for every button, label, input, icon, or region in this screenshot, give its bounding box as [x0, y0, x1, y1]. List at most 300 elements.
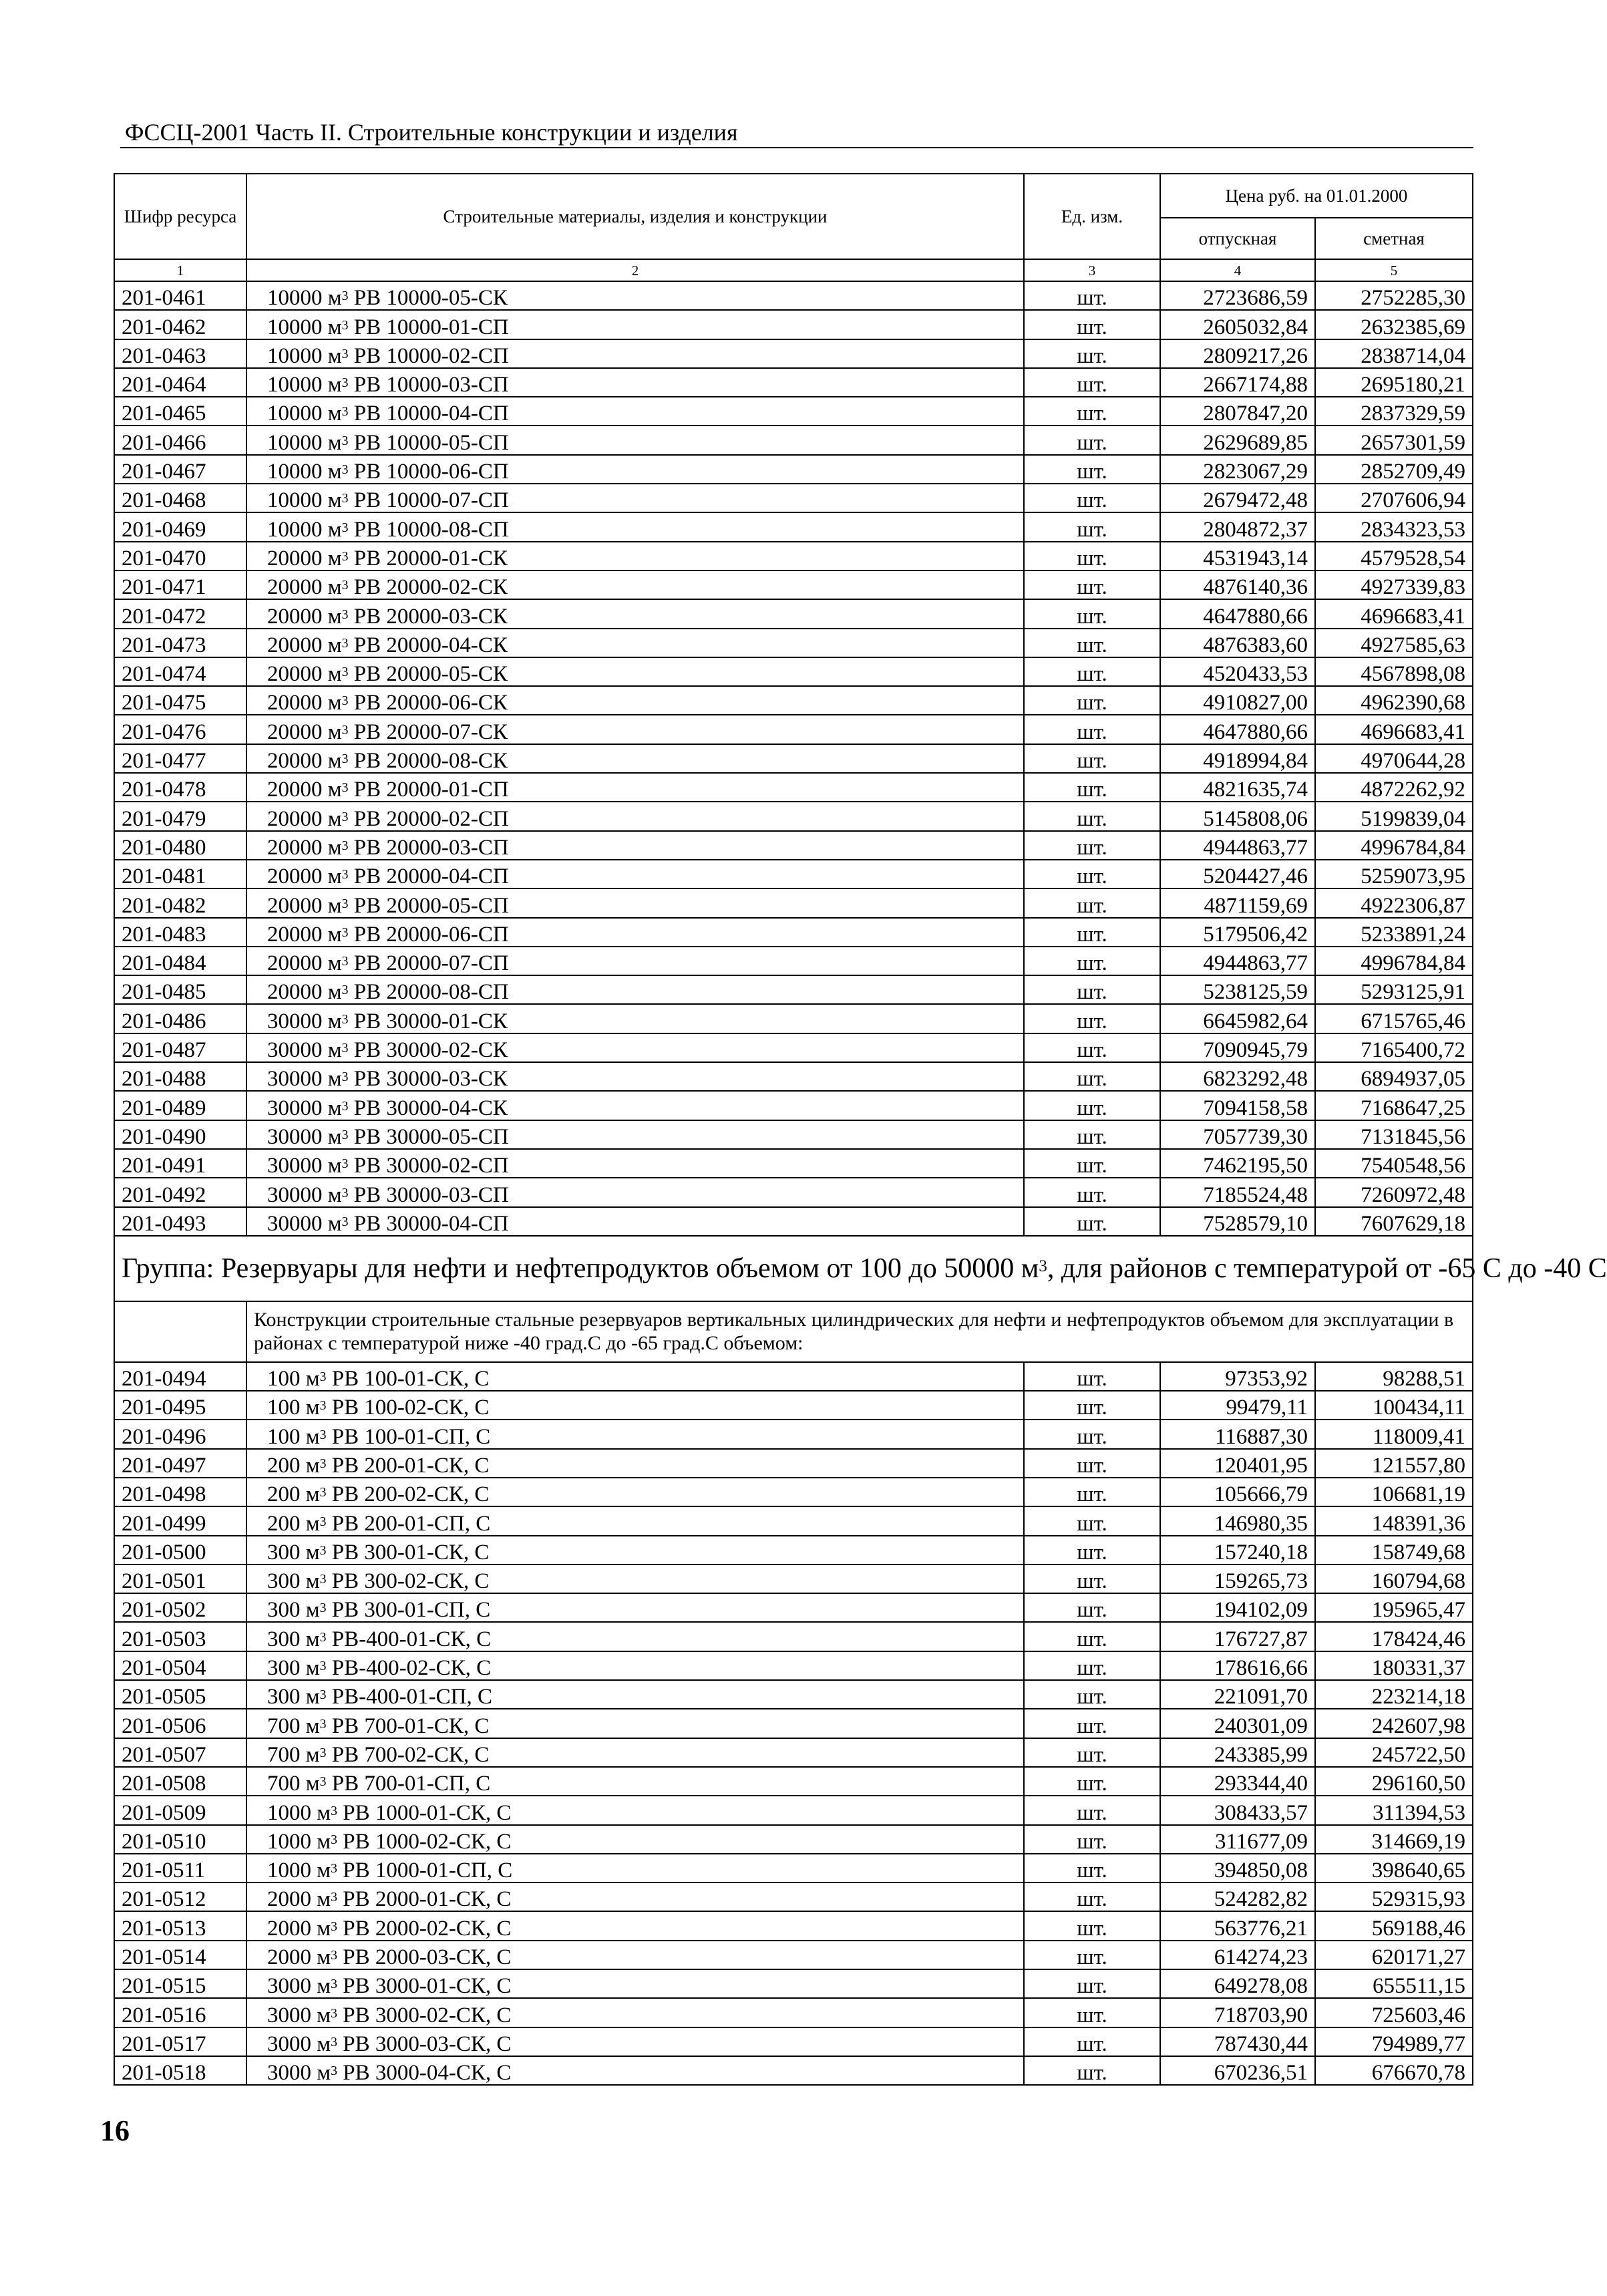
- resource-code: 201-0496: [114, 1420, 246, 1448]
- table-row: [114, 339, 1473, 368]
- table-row: [114, 1941, 1473, 1969]
- price-estimate: 794989,77: [1315, 2027, 1473, 2056]
- table-head: [114, 174, 1473, 281]
- table-row: [114, 426, 1473, 454]
- unit: шт.: [1024, 657, 1160, 686]
- item-name: 1000 $м^3$ РВ 1000-02-СК, С: [246, 1825, 1024, 1854]
- unit: шт.: [1024, 888, 1160, 917]
- table-row: [114, 1449, 1473, 1478]
- table-row: [114, 1709, 1473, 1738]
- price-estimate: 311394,53: [1315, 1796, 1473, 1824]
- table-row: [114, 542, 1473, 570]
- unit: шт.: [1024, 629, 1160, 657]
- column-number: 4: [1160, 259, 1315, 281]
- table-row: [114, 1680, 1473, 1709]
- running-head: ФССЦ-2001 Часть II. Строительные конструкции и изделия: [125, 119, 738, 146]
- item-name: 10000 $м^3$ РВ 10000-02-СП: [246, 339, 1024, 368]
- item-name: 10000 $м^3$ РВ 10000-01-СП: [246, 310, 1024, 339]
- table-row: [114, 715, 1473, 744]
- table-row: [114, 1882, 1473, 1911]
- price-release: 2723686,59: [1160, 281, 1315, 310]
- table-row: [114, 397, 1473, 426]
- unit: шт.: [1024, 1941, 1160, 1969]
- price-release: 293344,40: [1160, 1767, 1315, 1796]
- table-row: [114, 1796, 1473, 1824]
- price-release: 146980,35: [1160, 1506, 1315, 1535]
- price-estimate: 655511,15: [1315, 1969, 1473, 1998]
- price-release: 4647880,66: [1160, 715, 1315, 744]
- price-estimate: 7165400,72: [1315, 1033, 1473, 1062]
- resource-code: 201-0475: [114, 686, 246, 715]
- resource-code: 201-0503: [114, 1622, 246, 1651]
- unit: шт.: [1024, 1149, 1160, 1178]
- item-name: 700 $м^3$ РВ 700-01-СК, С: [246, 1709, 1024, 1738]
- item-name: 3000 $м^3$ РВ 3000-04-СК, С: [246, 2056, 1024, 2085]
- price-release: 4910827,00: [1160, 686, 1315, 715]
- item-name: 20000 $м^3$ РВ 20000-05-СП: [246, 888, 1024, 917]
- price-estimate: 2852709,49: [1315, 455, 1473, 484]
- item-name: 300 $м^3$ РВ-400-02-СК, С: [246, 1651, 1024, 1680]
- item-name: 30000 $м^3$ РВ 30000-02-СП: [246, 1149, 1024, 1178]
- price-estimate: 98288,51: [1315, 1362, 1473, 1391]
- resource-code: 201-0490: [114, 1120, 246, 1149]
- price-release: 240301,09: [1160, 1709, 1315, 1738]
- item-name: 30000 $м^3$ РВ 30000-02-СК: [246, 1033, 1024, 1062]
- resource-code: 201-0469: [114, 512, 246, 541]
- resource-code: 201-0516: [114, 1998, 246, 2027]
- price-estimate: 4996784,84: [1315, 947, 1473, 975]
- table-row: [114, 1738, 1473, 1767]
- item-name: 300 $м^3$ РВ 300-02-СК, С: [246, 1565, 1024, 1593]
- unit: шт.: [1024, 1207, 1160, 1236]
- table-row: [114, 570, 1473, 599]
- resource-code: 201-0470: [114, 542, 246, 570]
- price-estimate: 398640,65: [1315, 1854, 1473, 1882]
- resource-code: 201-0488: [114, 1062, 246, 1091]
- resource-code: 201-0511: [114, 1854, 246, 1882]
- item-name: 2000 $м^3$ РВ 2000-03-СК, С: [246, 1941, 1024, 1969]
- header-rule: [120, 147, 1473, 148]
- price-release: 2823067,29: [1160, 455, 1315, 484]
- table-row: [114, 744, 1473, 773]
- price-release: 4647880,66: [1160, 599, 1315, 628]
- unit: шт.: [1024, 1651, 1160, 1680]
- resource-code: 201-0502: [114, 1593, 246, 1622]
- price-estimate: 7607629,18: [1315, 1207, 1473, 1236]
- resource-code: 201-0493: [114, 1207, 246, 1236]
- unit: шт.: [1024, 1825, 1160, 1854]
- item-name: 20000 $м^3$ РВ 20000-03-СК: [246, 599, 1024, 628]
- table-row: [114, 1178, 1473, 1206]
- price-release: 7185524,48: [1160, 1178, 1315, 1206]
- table-row: [114, 281, 1473, 310]
- resource-code: 201-0500: [114, 1536, 246, 1565]
- page-number: 16: [100, 2114, 130, 2147]
- column-header-code: Шифр ресурса: [114, 174, 246, 259]
- resource-code: 201-0491: [114, 1149, 246, 1178]
- resource-code: 201-0487: [114, 1033, 246, 1062]
- column-header-price-estimate: сметная: [1315, 218, 1473, 259]
- price-estimate: 2752285,30: [1315, 281, 1473, 310]
- unit: шт.: [1024, 918, 1160, 947]
- unit: шт.: [1024, 310, 1160, 339]
- price-release: 116887,30: [1160, 1420, 1315, 1448]
- price-release: 394850,08: [1160, 1854, 1315, 1882]
- table-row: [114, 773, 1473, 802]
- item-name: 200 $м^3$ РВ 200-01-СК, С: [246, 1449, 1024, 1478]
- price-estimate: 5259073,95: [1315, 860, 1473, 888]
- table-row: [114, 1651, 1473, 1680]
- price-estimate: 5199839,04: [1315, 802, 1473, 830]
- resource-code: 201-0480: [114, 831, 246, 860]
- price-release: 6823292,48: [1160, 1062, 1315, 1091]
- unit: шт.: [1024, 455, 1160, 484]
- price-estimate: 620171,27: [1315, 1941, 1473, 1969]
- item-name: 20000 $м^3$ РВ 20000-03-СП: [246, 831, 1024, 860]
- item-name: 20000 $м^3$ РВ 20000-07-СП: [246, 947, 1024, 975]
- unit: шт.: [1024, 1120, 1160, 1149]
- price-release: 7057739,30: [1160, 1120, 1315, 1149]
- unit: шт.: [1024, 1033, 1160, 1062]
- price-release: 2807847,20: [1160, 397, 1315, 426]
- price-estimate: 2707606,94: [1315, 484, 1473, 512]
- item-name: 700 $м^3$ РВ 700-01-СП, С: [246, 1767, 1024, 1796]
- unit: шт.: [1024, 1449, 1160, 1478]
- price-release: 4918994,84: [1160, 744, 1315, 773]
- resource-code: 201-0468: [114, 484, 246, 512]
- unit: шт.: [1024, 1420, 1160, 1448]
- price-release: 4944863,77: [1160, 947, 1315, 975]
- price-release: 4531943,14: [1160, 542, 1315, 570]
- column-header-unit: Ед. изм.: [1024, 174, 1160, 259]
- item-name: 300 $м^3$ РВ-400-01-СП, С: [246, 1680, 1024, 1709]
- unit: шт.: [1024, 802, 1160, 830]
- item-name: 30000 $м^3$ РВ 30000-05-СП: [246, 1120, 1024, 1149]
- price-release: 563776,21: [1160, 1911, 1315, 1940]
- resource-code: 201-0463: [114, 339, 246, 368]
- item-name: 10000 $м^3$ РВ 10000-05-СК: [246, 281, 1024, 310]
- price-release: 2667174,88: [1160, 368, 1315, 397]
- table-row: [114, 1767, 1473, 1796]
- table-row: [114, 1536, 1473, 1565]
- price-estimate: 529315,93: [1315, 1882, 1473, 1911]
- price-estimate: 314669,19: [1315, 1825, 1473, 1854]
- unit: шт.: [1024, 1362, 1160, 1391]
- resource-code: 201-0482: [114, 888, 246, 917]
- price-release: 5145808,06: [1160, 802, 1315, 830]
- unit: шт.: [1024, 1911, 1160, 1940]
- table-row: [114, 1149, 1473, 1178]
- column-header-name: Строительные материалы, изделия и конструкции: [246, 174, 1024, 259]
- price-release: 157240,18: [1160, 1536, 1315, 1565]
- item-name: 10000 $м^3$ РВ 10000-07-СП: [246, 484, 1024, 512]
- unit: шт.: [1024, 1882, 1160, 1911]
- price-estimate: 5293125,91: [1315, 975, 1473, 1004]
- item-name: 30000 $м^3$ РВ 30000-01-СК: [246, 1004, 1024, 1033]
- price-release: 4871159,69: [1160, 888, 1315, 917]
- unit: шт.: [1024, 1565, 1160, 1593]
- unit: шт.: [1024, 773, 1160, 802]
- group-heading-row: [114, 1236, 1473, 1301]
- resource-code: 201-0499: [114, 1506, 246, 1535]
- column-number: 1: [114, 259, 246, 281]
- price-estimate: 569188,46: [1315, 1911, 1473, 1940]
- item-name: 200 $м^3$ РВ 200-01-СП, С: [246, 1506, 1024, 1535]
- resource-code: 201-0495: [114, 1391, 246, 1420]
- table-row: [114, 1593, 1473, 1622]
- item-name: 300 $м^3$ РВ 300-01-СК, С: [246, 1536, 1024, 1565]
- resource-code: 201-0509: [114, 1796, 246, 1824]
- unit: шт.: [1024, 339, 1160, 368]
- price-estimate: 2834323,53: [1315, 512, 1473, 541]
- price-release: 2804872,37: [1160, 512, 1315, 541]
- price-estimate: 2695180,21: [1315, 368, 1473, 397]
- table-body-section-2: [114, 1362, 1473, 2085]
- item-name: 1000 $м^3$ РВ 1000-01-СП, С: [246, 1854, 1024, 1882]
- unit: шт.: [1024, 1796, 1160, 1824]
- table-row: [114, 1033, 1473, 1062]
- unit: шт.: [1024, 368, 1160, 397]
- table-row: [114, 1825, 1473, 1854]
- table-row: [114, 1420, 1473, 1448]
- price-estimate: 676670,78: [1315, 2056, 1473, 2085]
- resource-code: 201-0465: [114, 397, 246, 426]
- resource-code: 201-0461: [114, 281, 246, 310]
- unit: шт.: [1024, 1091, 1160, 1120]
- column-number: 3: [1024, 259, 1160, 281]
- unit: шт.: [1024, 1506, 1160, 1535]
- price-estimate: 4962390,68: [1315, 686, 1473, 715]
- price-estimate: 7131845,56: [1315, 1120, 1473, 1149]
- price-release: 7090945,79: [1160, 1033, 1315, 1062]
- unit: шт.: [1024, 1004, 1160, 1033]
- resource-code: 201-0485: [114, 975, 246, 1004]
- price-release: 2809217,26: [1160, 339, 1315, 368]
- unit: шт.: [1024, 1680, 1160, 1709]
- item-name: 20000 $м^3$ РВ 20000-08-СК: [246, 744, 1024, 773]
- table-row: [114, 802, 1473, 830]
- price-estimate: 2632385,69: [1315, 310, 1473, 339]
- price-estimate: 4970644,28: [1315, 744, 1473, 773]
- price-estimate: 4579528,54: [1315, 542, 1473, 570]
- table-row: [114, 860, 1473, 888]
- table-row: [114, 1062, 1473, 1091]
- unit: шт.: [1024, 831, 1160, 860]
- unit: шт.: [1024, 947, 1160, 975]
- resource-code: 201-0518: [114, 2056, 246, 2085]
- price-estimate: 2657301,59: [1315, 426, 1473, 454]
- column-number: 2: [246, 259, 1024, 281]
- unit: шт.: [1024, 1709, 1160, 1738]
- item-name: 20000 $м^3$ РВ 20000-04-СП: [246, 860, 1024, 888]
- price-estimate: 7260972,48: [1315, 1178, 1473, 1206]
- resource-code: 201-0486: [114, 1004, 246, 1033]
- price-estimate: 725603,46: [1315, 1998, 1473, 2027]
- unit: шт.: [1024, 599, 1160, 628]
- price-estimate: 158749,68: [1315, 1536, 1473, 1565]
- price-estimate: 4696683,41: [1315, 715, 1473, 744]
- price-estimate: 118009,41: [1315, 1420, 1473, 1448]
- item-name: 100 $м^3$ РВ 100-02-СК, С: [246, 1391, 1024, 1420]
- price-release: 2629689,85: [1160, 426, 1315, 454]
- price-release: 4821635,74: [1160, 773, 1315, 802]
- unit: шт.: [1024, 1854, 1160, 1882]
- unit: шт.: [1024, 426, 1160, 454]
- resource-code: 201-0498: [114, 1478, 246, 1506]
- price-release: 7094158,58: [1160, 1091, 1315, 1120]
- price-release: 7462195,50: [1160, 1149, 1315, 1178]
- group-heading: Группа: Резервуары для нефти и нефтепродуктов объемом от 100 до 50000 $м^3$, для районов с температурой от -65 С до -40 С: [114, 1236, 1473, 1301]
- unit: шт.: [1024, 744, 1160, 773]
- unit: шт.: [1024, 1738, 1160, 1767]
- resource-code: 201-0481: [114, 860, 246, 888]
- price-release: 105666,79: [1160, 1478, 1315, 1506]
- price-release: 194102,09: [1160, 1593, 1315, 1622]
- price-release: 787430,44: [1160, 2027, 1315, 2056]
- price-release: 120401,95: [1160, 1449, 1315, 1478]
- price-release: 2605032,84: [1160, 310, 1315, 339]
- price-release: 4876383,60: [1160, 629, 1315, 657]
- price-release: 4876140,36: [1160, 570, 1315, 599]
- column-number: 5: [1315, 259, 1473, 281]
- table-row: [114, 1854, 1473, 1882]
- resource-code: 201-0515: [114, 1969, 246, 1998]
- table-row: [114, 888, 1473, 917]
- item-name: 20000 $м^3$ РВ 20000-08-СП: [246, 975, 1024, 1004]
- price-release: 97353,92: [1160, 1362, 1315, 1391]
- table-row: [114, 1362, 1473, 1391]
- item-name: 10000 $м^3$ РВ 10000-06-СП: [246, 455, 1024, 484]
- unit: шт.: [1024, 2027, 1160, 2056]
- price-release: 4944863,77: [1160, 831, 1315, 860]
- table-row: [114, 484, 1473, 512]
- price-estimate: 4567898,08: [1315, 657, 1473, 686]
- table-row: [114, 455, 1473, 484]
- unit: шт.: [1024, 715, 1160, 744]
- resource-code: 201-0512: [114, 1882, 246, 1911]
- item-name: 20000 $м^3$ РВ 20000-06-СП: [246, 918, 1024, 947]
- price-estimate: 4696683,41: [1315, 599, 1473, 628]
- unit: шт.: [1024, 542, 1160, 570]
- price-estimate: 2838714,04: [1315, 339, 1473, 368]
- column-header-price-release: отпускная: [1160, 218, 1315, 259]
- table-row: [114, 975, 1473, 1004]
- table-row: [114, 1565, 1473, 1593]
- item-name: 20000 $м^3$ РВ 20000-01-СП: [246, 773, 1024, 802]
- table-row: [114, 657, 1473, 686]
- price-release: 221091,70: [1160, 1680, 1315, 1709]
- resource-code: 201-0513: [114, 1911, 246, 1940]
- item-name: 3000 $м^3$ РВ 3000-02-СК, С: [246, 1998, 1024, 2027]
- item-name: 20000 $м^3$ РВ 20000-07-СК: [246, 715, 1024, 744]
- item-name: 1000 $м^3$ РВ 1000-01-СК, С: [246, 1796, 1024, 1824]
- price-estimate: 5233891,24: [1315, 918, 1473, 947]
- item-name: 10000 $м^3$ РВ 10000-05-СП: [246, 426, 1024, 454]
- item-name: 20000 $м^3$ РВ 20000-04-СК: [246, 629, 1024, 657]
- price-estimate: 106681,19: [1315, 1478, 1473, 1506]
- price-estimate: 6715765,46: [1315, 1004, 1473, 1033]
- price-release: 614274,23: [1160, 1941, 1315, 1969]
- unit: шт.: [1024, 860, 1160, 888]
- table-row: [114, 1091, 1473, 1120]
- item-name: 300 $м^3$ РВ 300-01-СП, С: [246, 1593, 1024, 1622]
- price-estimate: 121557,80: [1315, 1449, 1473, 1478]
- price-estimate: 2837329,59: [1315, 397, 1473, 426]
- item-name: 2000 $м^3$ РВ 2000-02-СК, С: [246, 1911, 1024, 1940]
- item-name: 30000 $м^3$ РВ 30000-03-СП: [246, 1178, 1024, 1206]
- description-empty-cell: [114, 1301, 246, 1362]
- resource-code: 201-0505: [114, 1680, 246, 1709]
- item-name: 20000 $м^3$ РВ 20000-02-СК: [246, 570, 1024, 599]
- table-row: [114, 2027, 1473, 2056]
- resource-code: 201-0478: [114, 773, 246, 802]
- unit: шт.: [1024, 686, 1160, 715]
- table-row: [114, 629, 1473, 657]
- item-name: 10000 $м^3$ РВ 10000-08-СП: [246, 512, 1024, 541]
- resource-code: 201-0471: [114, 570, 246, 599]
- resource-code: 201-0467: [114, 455, 246, 484]
- price-estimate: 7168647,25: [1315, 1091, 1473, 1120]
- price-release: 670236,51: [1160, 2056, 1315, 2085]
- price-release: 649278,08: [1160, 1969, 1315, 1998]
- item-name: 100 $м^3$ РВ 100-01-СК, С: [246, 1362, 1024, 1391]
- price-release: 178616,66: [1160, 1651, 1315, 1680]
- unit: шт.: [1024, 1178, 1160, 1206]
- table-row: [114, 599, 1473, 628]
- item-name: 300 $м^3$ РВ-400-01-СК, С: [246, 1622, 1024, 1651]
- price-release: 2679472,48: [1160, 484, 1315, 512]
- item-name: 30000 $м^3$ РВ 30000-04-СК: [246, 1091, 1024, 1120]
- table-row: [114, 1004, 1473, 1033]
- item-name: 3000 $м^3$ РВ 3000-03-СК, С: [246, 2027, 1024, 2056]
- item-name: 20000 $м^3$ РВ 20000-05-СК: [246, 657, 1024, 686]
- item-name: 100 $м^3$ РВ 100-01-СП, С: [246, 1420, 1024, 1448]
- table-row: [114, 1622, 1473, 1651]
- price-release: 5204427,46: [1160, 860, 1315, 888]
- item-name: 20000 $м^3$ РВ 20000-02-СП: [246, 802, 1024, 830]
- price-estimate: 242607,98: [1315, 1709, 1473, 1738]
- table-row: [114, 1478, 1473, 1506]
- unit: шт.: [1024, 484, 1160, 512]
- table-row: [114, 947, 1473, 975]
- unit: шт.: [1024, 570, 1160, 599]
- table-row: [114, 1969, 1473, 1998]
- item-name: 20000 $м^3$ РВ 20000-01-СК: [246, 542, 1024, 570]
- price-release: 308433,57: [1160, 1796, 1315, 1824]
- resource-code: 201-0473: [114, 629, 246, 657]
- resource-code: 201-0489: [114, 1091, 246, 1120]
- table-row: [114, 686, 1473, 715]
- price-release: 7528579,10: [1160, 1207, 1315, 1236]
- resource-code: 201-0484: [114, 947, 246, 975]
- price-release: 311677,09: [1160, 1825, 1315, 1854]
- price-release: 159265,73: [1160, 1565, 1315, 1593]
- resource-code: 201-0508: [114, 1767, 246, 1796]
- price-release: 524282,82: [1160, 1882, 1315, 1911]
- unit: шт.: [1024, 1622, 1160, 1651]
- item-name: 10000 $м^3$ РВ 10000-03-СП: [246, 368, 1024, 397]
- item-name: 30000 $м^3$ РВ 30000-03-СК: [246, 1062, 1024, 1091]
- resource-code: 201-0479: [114, 802, 246, 830]
- resource-code: 201-0474: [114, 657, 246, 686]
- column-header-price: Цена руб. на 01.01.2000: [1160, 174, 1473, 218]
- table-row: [114, 1391, 1473, 1420]
- resource-code: 201-0517: [114, 2027, 246, 2056]
- unit: шт.: [1024, 1969, 1160, 1998]
- table-row: [114, 1998, 1473, 2027]
- price-estimate: 4927339,83: [1315, 570, 1473, 599]
- price-release: 718703,90: [1160, 1998, 1315, 2027]
